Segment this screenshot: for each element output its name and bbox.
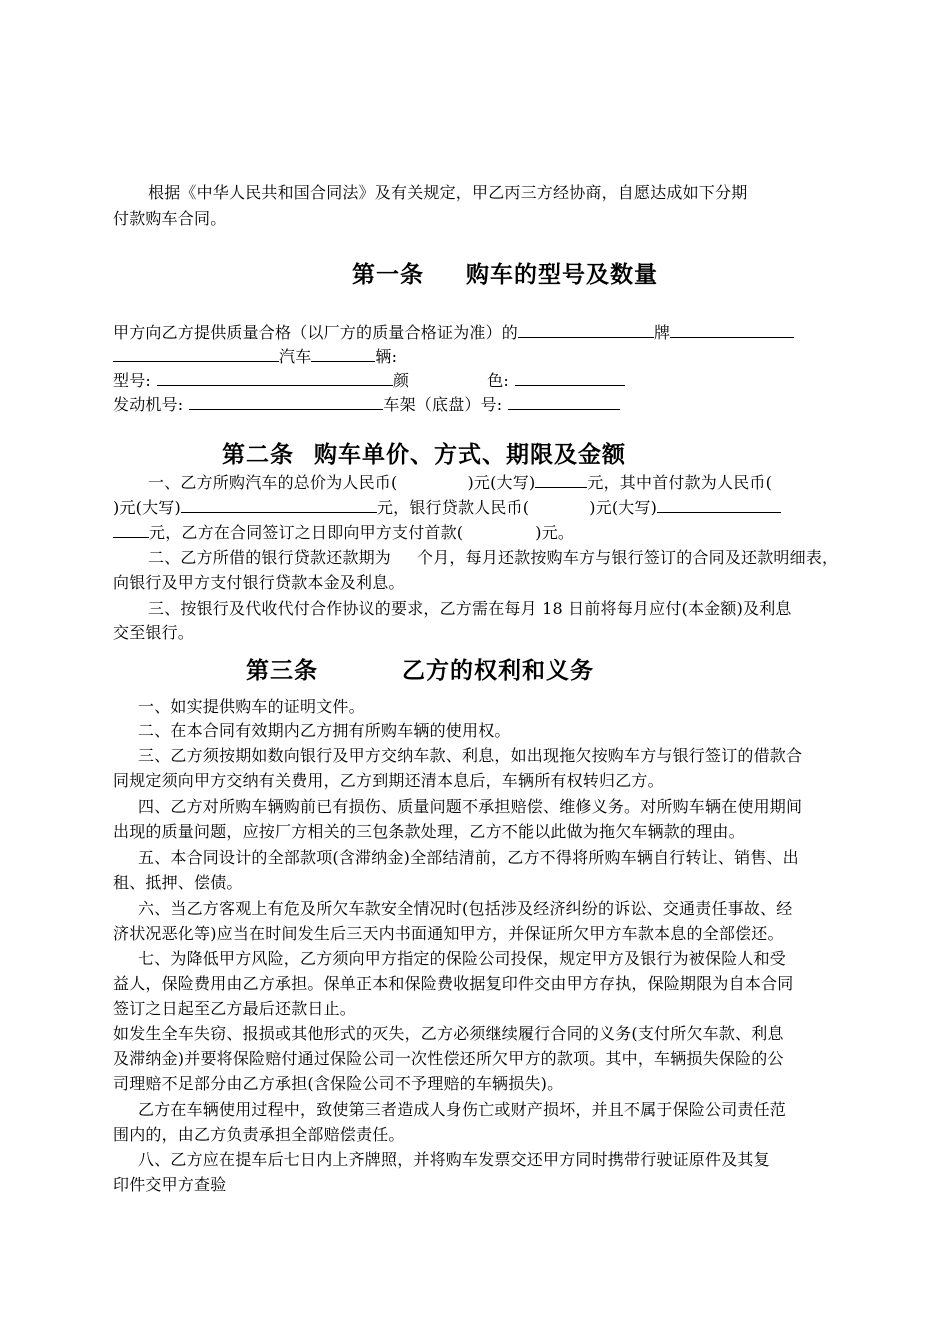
article-1-line-2: 汽车 辆:: [113, 346, 397, 367]
article-3-line: 七、为降低甲方风险，乙方须向甲方指定的保险公司投保，规定甲方及银行为被保险人和受: [138, 949, 787, 968]
article-3-line: 二、在本合同有效期内乙方拥有所购车辆的使用权。: [138, 721, 511, 740]
type-blank: [157, 370, 393, 386]
article-1-line-1: 甲方向乙方提供质量合格（以厂方的质量合格证为准）的 牌: [113, 322, 794, 343]
chassis-number-blank: [508, 394, 620, 410]
article-3-line: 出现的质量问题，应按厂方相关的三包条款处理，乙方不能以此做为拖欠车辆款的理由。: [113, 822, 745, 841]
article-3-title: 乙方的权利和义务: [402, 657, 594, 684]
color-blank: [515, 370, 625, 386]
loan-uppercase-blank: [657, 497, 781, 513]
article-3-line: 六、当乙方客观上有危及所欠车款安全情况时(包括涉及经济纠纷的诉讼、交通责任事故、经: [138, 899, 793, 918]
article-2-p1-line-1: 一、乙方所购汽车的总价为人民币( )元(大写) 元，其中首付款为人民币(: [148, 473, 773, 492]
article-3-line: 如发生全车失窃、报损或其他形式的灭失，乙方必须继续履行合同的义务(支付所欠车款、利息: [113, 1024, 784, 1043]
down-payment-uppercase-blank: [181, 497, 377, 513]
engine-number-blank: [189, 394, 383, 410]
article-2-number: 第二条: [222, 441, 294, 468]
article-2-p1-line-3: 元，乙方在合同签订之日即向甲方支付首款( )元。: [113, 522, 574, 543]
model-name-blank: [113, 346, 279, 362]
article-3-line: 五、本合同设计的全部款项(含滞纳金)全部结清前，乙方不得将所购车辆自行转让、销售、出: [138, 848, 799, 867]
article-3-line: 签订之日起至乙方最后还款日止。: [113, 999, 357, 1018]
article-3-number: 第三条: [246, 657, 318, 684]
intro-line-1: 根据《中华人民共和国合同法》及有关规定，甲乙丙三方经协商，自愿达成如下分期: [148, 183, 748, 202]
article-3-line: 司理赔不足部分由乙方承担(含保险公司不予理赔的车辆损失)。: [113, 1074, 564, 1093]
article-3-line: 同规定须向甲方交纳有关费用，乙方到期还清本息后，车辆所有权转归乙方。: [113, 771, 664, 790]
article-2-p3-line-2: 交至银行。: [113, 623, 195, 642]
article-3-line: 一、如实提供购车的证明文件。: [138, 697, 365, 716]
intro-line-2: 付款购车合同。: [113, 209, 227, 228]
article-3-line: 围内的，由乙方负责承担全部赔偿责任。: [113, 1125, 405, 1144]
article-3-line: 三、乙方须按期如数向银行及甲方交纳车款、利息，如出现拖欠按购车方与银行签订的借款合: [138, 746, 803, 765]
article-3-line: 印件交甲方查验: [113, 1175, 227, 1194]
article-3-line: 租、抵押、偿债。: [113, 873, 243, 892]
article-2-heading: [222, 440, 626, 470]
brand-blank: [518, 322, 654, 338]
total-uppercase-blank: [535, 472, 587, 488]
brand-blank-2: [670, 322, 794, 338]
article-2-title: 购车单价、方式、期限及金额: [314, 441, 626, 468]
loan-amount-blank: [113, 522, 149, 538]
article-3-line: 济状况恶化等)应当在时间发生后三天内书面通知甲方，并保证所欠甲方车款本息的全部偿还。: [113, 924, 784, 943]
article-2-p2-line-2: 向银行及甲方支付银行贷款本金及利息。: [113, 573, 405, 592]
article-2-p2-line-1: 二、乙方所借的银行贷款还款期为 个月，每月还款按购车方与银行签订的合同及还款明细表，: [148, 548, 839, 567]
article-1-line-3: 型号: 颜 色:: [113, 370, 625, 391]
article-1-title: 购车的型号及数量: [466, 261, 658, 288]
article-2-p3-line-1: 三、按银行及代收代付合作协议的要求，乙方需在每月 18 日前将每月应付(本金额)及利息: [148, 599, 792, 618]
article-1-line-4: 发动机号: 车架（底盘）号:: [113, 394, 620, 415]
article-3-line: 四、乙方对所购车辆购前已有损伤、质量问题不承担赔偿、维修义务。对所购车辆在使用期间: [138, 797, 803, 816]
article-3-line: 八、乙方应在提车后七日内上齐牌照，并将购车发票交还甲方同时携带行驶证原件及其复: [138, 1150, 770, 1169]
article-1-heading: [352, 260, 658, 290]
article-3-line: 益人，保险费用由乙方承担。保单正本和保险费收据复印件交由甲方存执，保险期限为自本合同: [113, 974, 794, 993]
article-3-heading: [246, 656, 594, 686]
article-1-number: 第一条: [352, 261, 424, 288]
article-2-p1-line-2: )元(大写) 元，银行贷款人民币( )元(大写): [113, 497, 781, 518]
article-3-line: 及滞纳金)并要将保险赔付通过保险公司一次性偿还所欠甲方的款项。其中，车辆损失保险的公: [113, 1049, 784, 1068]
article-3-line: 乙方在车辆使用过程中，致使第三者造成人身伤亡或财产损坏，并且不属于保险公司责任范: [138, 1100, 787, 1119]
quantity-blank: [311, 346, 375, 362]
